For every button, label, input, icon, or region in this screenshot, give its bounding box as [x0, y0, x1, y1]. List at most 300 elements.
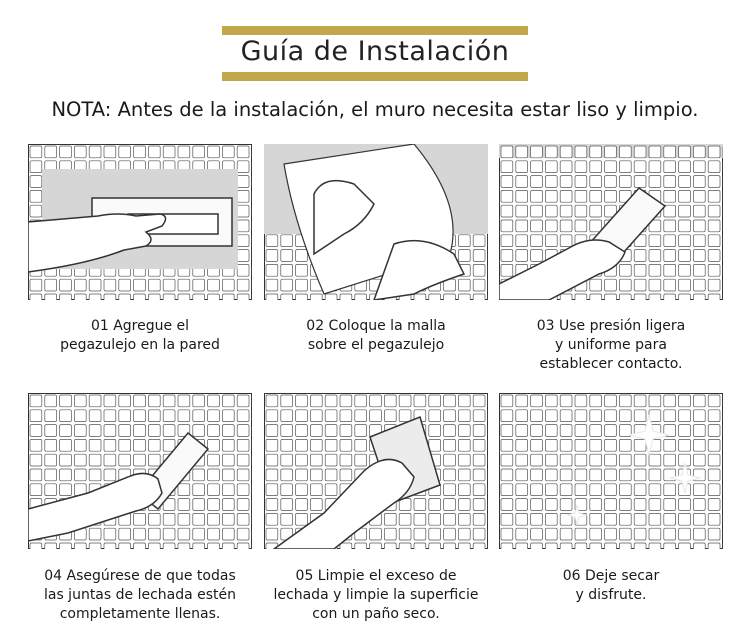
tile — [531, 235, 543, 247]
tile — [60, 279, 72, 291]
tile — [708, 220, 720, 232]
tile — [693, 454, 705, 466]
tile — [679, 439, 691, 451]
tile — [634, 439, 646, 451]
tile — [74, 469, 86, 481]
tile — [178, 528, 190, 540]
tile — [516, 146, 528, 158]
tile — [134, 513, 146, 525]
tile — [560, 176, 572, 188]
tile — [545, 235, 557, 247]
tile — [325, 454, 337, 466]
tile — [281, 513, 293, 525]
tile — [104, 410, 116, 422]
tile — [619, 146, 631, 158]
tile — [148, 395, 160, 407]
tile — [605, 499, 617, 511]
tile — [516, 439, 528, 451]
tile — [222, 528, 234, 540]
tile — [649, 395, 661, 407]
tile — [163, 395, 175, 407]
step-2-illustration — [264, 144, 488, 300]
tile — [310, 484, 322, 496]
tile — [501, 235, 513, 247]
tile — [693, 146, 705, 158]
page-title: Guía de Instalación — [240, 36, 510, 67]
tile — [501, 543, 513, 549]
tile — [560, 528, 572, 540]
tile — [208, 499, 220, 511]
tile — [222, 484, 234, 496]
tile — [266, 395, 278, 407]
tile — [104, 279, 116, 291]
tile — [30, 190, 42, 202]
tile — [310, 395, 322, 407]
tile — [664, 176, 676, 188]
tile — [208, 439, 220, 451]
tile — [693, 395, 705, 407]
tile — [664, 146, 676, 158]
tile — [693, 279, 705, 291]
tile — [590, 425, 602, 437]
tile — [310, 425, 322, 437]
tile — [45, 410, 57, 422]
tile — [473, 499, 485, 511]
tile — [178, 294, 190, 300]
tile — [208, 469, 220, 481]
tile — [429, 425, 441, 437]
step-5-illustration — [264, 393, 488, 549]
tile — [473, 395, 485, 407]
tile — [679, 205, 691, 217]
tile — [237, 220, 249, 232]
tile — [575, 528, 587, 540]
tile — [693, 205, 705, 217]
tile — [429, 528, 441, 540]
tile — [649, 176, 661, 188]
tile — [590, 499, 602, 511]
tile — [429, 294, 441, 300]
tile — [237, 499, 249, 511]
tile — [74, 543, 86, 549]
tile — [89, 469, 101, 481]
tile — [325, 439, 337, 451]
tile — [45, 425, 57, 437]
tile — [545, 454, 557, 466]
tile — [163, 425, 175, 437]
tile — [708, 294, 720, 300]
tile — [664, 264, 676, 276]
tile — [237, 543, 249, 549]
tile — [605, 454, 617, 466]
tile — [590, 294, 602, 300]
tile — [30, 439, 42, 451]
tile — [649, 513, 661, 525]
tile — [148, 528, 160, 540]
tile — [679, 499, 691, 511]
tile — [266, 484, 278, 496]
tile — [444, 454, 456, 466]
tile — [163, 294, 175, 300]
tile — [501, 513, 513, 525]
tile — [163, 528, 175, 540]
step-1-caption: 01 Agregue el pegazulejo en la pared — [60, 318, 220, 353]
tile — [664, 484, 676, 496]
tile — [664, 190, 676, 202]
tile — [237, 176, 249, 188]
tile — [134, 294, 146, 300]
tile — [89, 543, 101, 549]
tile — [708, 528, 720, 540]
tile — [104, 395, 116, 407]
tile — [473, 543, 485, 549]
tile — [89, 454, 101, 466]
step-6-caption: 06 Deje secar y disfrute. — [562, 568, 660, 603]
tile — [516, 528, 528, 540]
tile — [679, 250, 691, 262]
tile — [679, 190, 691, 202]
tile — [104, 146, 116, 158]
tile — [60, 484, 72, 496]
tile — [384, 513, 396, 525]
tile — [163, 513, 175, 525]
tile — [693, 220, 705, 232]
tile — [590, 454, 602, 466]
tile — [296, 294, 308, 300]
tile — [545, 161, 557, 173]
tile — [340, 469, 352, 481]
tile — [104, 425, 116, 437]
tile — [458, 439, 470, 451]
title-bar-top — [222, 26, 528, 35]
tile — [516, 205, 528, 217]
tile — [296, 484, 308, 496]
tile — [310, 499, 322, 511]
tile — [605, 439, 617, 451]
tile — [693, 161, 705, 173]
tile — [545, 205, 557, 217]
tile — [119, 279, 131, 291]
tile — [458, 235, 470, 247]
tile — [89, 425, 101, 437]
tile — [414, 528, 426, 540]
tile — [429, 395, 441, 407]
tile — [590, 484, 602, 496]
tile — [634, 161, 646, 173]
tile — [516, 513, 528, 525]
tile — [458, 528, 470, 540]
tile — [619, 410, 631, 422]
tile — [531, 410, 543, 422]
tile — [619, 528, 631, 540]
tile — [119, 425, 131, 437]
tile — [634, 543, 646, 549]
tile — [74, 294, 86, 300]
tile — [664, 528, 676, 540]
tile — [501, 499, 513, 511]
tile — [545, 469, 557, 481]
step-1-illustration — [28, 144, 252, 300]
tile — [501, 395, 513, 407]
tile — [266, 410, 278, 422]
tile — [399, 513, 411, 525]
tile — [708, 190, 720, 202]
tile — [708, 235, 720, 247]
tile — [679, 513, 691, 525]
tile — [45, 454, 57, 466]
tile — [560, 146, 572, 158]
tile — [545, 439, 557, 451]
tile — [281, 395, 293, 407]
tile — [619, 161, 631, 173]
tile — [501, 264, 513, 276]
tile — [619, 395, 631, 407]
tile — [104, 294, 116, 300]
tile — [89, 439, 101, 451]
tile — [266, 425, 278, 437]
tile — [516, 220, 528, 232]
tile — [429, 543, 441, 549]
tile — [473, 235, 485, 247]
tile — [355, 454, 367, 466]
tile — [501, 469, 513, 481]
tile — [679, 176, 691, 188]
tile — [664, 279, 676, 291]
tile — [605, 528, 617, 540]
tile — [664, 499, 676, 511]
tile — [222, 395, 234, 407]
tile — [619, 543, 631, 549]
tile — [473, 279, 485, 291]
tile — [222, 454, 234, 466]
tile — [560, 484, 572, 496]
tile — [340, 454, 352, 466]
tile — [560, 499, 572, 511]
tile — [545, 410, 557, 422]
tile — [281, 410, 293, 422]
tile — [679, 395, 691, 407]
tile — [634, 469, 646, 481]
tile — [575, 220, 587, 232]
tile — [310, 469, 322, 481]
tile — [237, 469, 249, 481]
tile — [45, 484, 57, 496]
tile — [664, 454, 676, 466]
tile — [89, 410, 101, 422]
tile — [340, 395, 352, 407]
tile — [148, 439, 160, 451]
tile — [516, 250, 528, 262]
tile — [89, 146, 101, 158]
tile — [531, 543, 543, 549]
tile — [575, 454, 587, 466]
tile — [693, 235, 705, 247]
tile — [473, 439, 485, 451]
tile — [560, 395, 572, 407]
tile — [473, 528, 485, 540]
tile — [516, 499, 528, 511]
tile — [634, 528, 646, 540]
tile — [370, 410, 382, 422]
tile — [531, 176, 543, 188]
tile — [560, 439, 572, 451]
tile — [104, 528, 116, 540]
tile — [60, 410, 72, 422]
tile — [310, 439, 322, 451]
tile — [89, 294, 101, 300]
tile — [355, 294, 367, 300]
tile — [222, 294, 234, 300]
tile — [649, 279, 661, 291]
tile — [501, 146, 513, 158]
tile — [340, 425, 352, 437]
tile — [266, 454, 278, 466]
tile — [444, 543, 456, 549]
tile — [30, 425, 42, 437]
tile — [384, 410, 396, 422]
tile — [708, 410, 720, 422]
tile — [664, 250, 676, 262]
tile — [545, 190, 557, 202]
tile — [340, 543, 352, 549]
tile — [634, 410, 646, 422]
tile — [163, 439, 175, 451]
tile — [355, 425, 367, 437]
tile — [399, 410, 411, 422]
tile — [193, 294, 205, 300]
tile — [575, 395, 587, 407]
tile — [266, 250, 278, 262]
tile — [266, 499, 278, 511]
tile — [545, 146, 557, 158]
tile — [531, 220, 543, 232]
tile — [384, 543, 396, 549]
tile — [237, 294, 249, 300]
tile — [575, 439, 587, 451]
tile — [193, 469, 205, 481]
tile — [30, 395, 42, 407]
step-4-illustration — [28, 393, 252, 549]
tile — [531, 513, 543, 525]
tile — [605, 425, 617, 437]
tile — [649, 264, 661, 276]
tile — [531, 161, 543, 173]
tile — [208, 528, 220, 540]
tile — [693, 513, 705, 525]
tile — [590, 146, 602, 158]
tile — [664, 543, 676, 549]
tile — [649, 543, 661, 549]
tile — [429, 513, 441, 525]
tile — [104, 543, 116, 549]
tile — [325, 469, 337, 481]
tile — [60, 543, 72, 549]
tile — [134, 528, 146, 540]
tile — [178, 499, 190, 511]
tile — [266, 235, 278, 247]
tile — [208, 410, 220, 422]
tile — [458, 410, 470, 422]
tile — [560, 543, 572, 549]
tile — [501, 220, 513, 232]
tile — [281, 294, 293, 300]
tile — [384, 528, 396, 540]
tile — [414, 499, 426, 511]
tile — [605, 513, 617, 525]
tile — [74, 410, 86, 422]
tile — [178, 484, 190, 496]
tile — [560, 294, 572, 300]
tile — [281, 499, 293, 511]
tile — [222, 513, 234, 525]
tile — [473, 469, 485, 481]
step-3-illustration — [499, 144, 723, 300]
tile — [281, 484, 293, 496]
tile — [237, 513, 249, 525]
tile — [74, 395, 86, 407]
tile — [74, 279, 86, 291]
tile — [163, 543, 175, 549]
tile — [649, 484, 661, 496]
tile — [281, 264, 293, 276]
tile — [634, 176, 646, 188]
tile — [399, 395, 411, 407]
tile — [634, 279, 646, 291]
tile — [634, 499, 646, 511]
tile — [545, 513, 557, 525]
tile — [148, 146, 160, 158]
tile — [370, 395, 382, 407]
tile — [119, 439, 131, 451]
tile — [340, 410, 352, 422]
tile — [60, 439, 72, 451]
tile — [325, 425, 337, 437]
tile — [178, 513, 190, 525]
tile — [193, 425, 205, 437]
tile — [444, 439, 456, 451]
tile — [605, 543, 617, 549]
tile — [679, 220, 691, 232]
tile — [545, 484, 557, 496]
tile — [693, 543, 705, 549]
tile — [237, 484, 249, 496]
tile — [619, 439, 631, 451]
tile — [74, 439, 86, 451]
tile — [237, 439, 249, 451]
tile — [693, 250, 705, 262]
tile — [649, 499, 661, 511]
tile — [237, 454, 249, 466]
tile — [74, 146, 86, 158]
tile — [266, 439, 278, 451]
tile — [708, 425, 720, 437]
tile — [708, 395, 720, 407]
tile — [444, 513, 456, 525]
tile — [619, 264, 631, 276]
tile — [134, 146, 146, 158]
tile — [414, 395, 426, 407]
tile — [560, 190, 572, 202]
tile — [237, 264, 249, 276]
tile — [237, 161, 249, 173]
tile — [458, 454, 470, 466]
tile — [208, 454, 220, 466]
tile — [458, 484, 470, 496]
tile — [222, 469, 234, 481]
tile — [664, 439, 676, 451]
tile — [575, 484, 587, 496]
tile — [619, 454, 631, 466]
